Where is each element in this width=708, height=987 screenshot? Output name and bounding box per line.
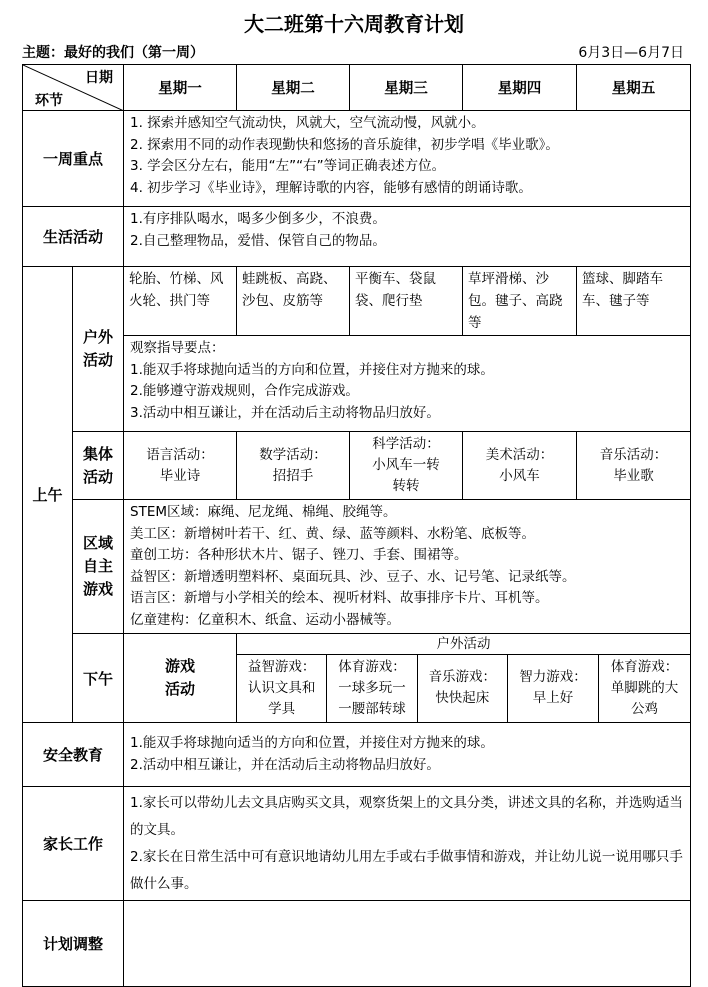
areas-label: 区域自主游戏	[73, 500, 124, 634]
adjust-label: 计划调整	[23, 901, 124, 987]
adjust-content[interactable]	[124, 901, 691, 987]
life-item: 2.自己整理物品，爱惜、保管自己的物品。	[130, 232, 386, 249]
area-item: 益智区：新增透明塑料杯、桌面玩具、沙、豆子、水、记号笔、记录纸等。	[130, 568, 576, 585]
group-activity-cell: 数学活动： 招招手	[237, 432, 350, 500]
life-label: 生活活动	[23, 207, 124, 267]
parents-item: 2.家长在日常生活中可有意识地请幼儿用左手或右手做事情和游戏，并让幼儿说一说用哪只手做什么事。	[130, 848, 683, 892]
life-item: 1.有序排队喝水，喝多少倒多少，不浪费。	[130, 211, 386, 227]
equipment-cell: 蛙跳板、高跷、沙包、皮筋等	[237, 267, 350, 336]
afternoon-game-cell: 音乐游戏： 快快起床	[418, 655, 508, 722]
equipment-cell: 篮球、脚踏车车、毽子等	[577, 267, 691, 336]
outdoor-label: 户外活动	[73, 267, 124, 432]
group-activity-cell: 美术活动： 小风车	[463, 432, 577, 500]
area-item: 美工区：新增树叶若干、红、黄、绿、蓝等颜料、水粉笔、底板等。	[130, 525, 535, 542]
equipment-cell: 草坪滑梯、沙包。毽子、高跷等	[463, 267, 577, 336]
group-activity-row	[23, 432, 691, 500]
equipment-cell: 轮胎、竹梯、风火轮、拱门等	[124, 267, 237, 336]
afternoon-games	[237, 655, 690, 722]
area-item: 语言区：新增与小学相关的绘本、视听材料、故事排序卡片、耳机等。	[130, 590, 549, 606]
afternoon-row	[23, 634, 691, 723]
plan-table	[22, 64, 691, 987]
focus-item: 2. 探索用不同的动作表现勤快和悠扬的音乐旋律，初步学唱《毕业歌》。	[130, 136, 559, 153]
parents-label: 家长工作	[23, 787, 124, 901]
game-label: 游戏活动	[124, 634, 237, 723]
afternoon-game-cell: 体育游戏： 单脚跳的大公鸡	[610, 659, 679, 717]
area-item: STEM区域：麻绳、尼龙绳、棉绳、胶绳等。	[130, 504, 397, 520]
day-thursday: 星期四	[463, 65, 577, 111]
group-activity-cell: 音乐活动： 毕业歌	[577, 432, 691, 500]
observation-item: 观察指导要点：	[130, 340, 225, 356]
afternoon-game-cell: 益智游戏： 认识文具和学具	[237, 655, 327, 722]
theme-line: 主题：最好的我们（第一周）	[22, 45, 204, 61]
focus-item: 3. 学会区分左右，能用“左”“右”等词正确表述方位。	[130, 158, 446, 174]
observation-item: 3.活动中相互谦让，并在活动后主动将物品归放好。	[130, 404, 440, 421]
safety-row	[23, 723, 691, 787]
day-monday: 星期一	[124, 65, 237, 111]
group-activity-cell: 语言活动： 毕业诗	[124, 432, 237, 500]
area-item: 亿童建构：亿童积木、纸盒、运动小器械等。	[130, 611, 400, 628]
observation-item: 1.能双手将球抛向适当的方向和位置，并接住对方抛来的球。	[130, 361, 494, 378]
date-range: 6月3日—6月7日	[578, 45, 684, 61]
date-label: 日期	[85, 70, 113, 86]
group-activity-cell: 科学活动： 小风车一转转转	[350, 432, 463, 500]
parents-row	[23, 787, 691, 901]
outdoor-equipment-row	[23, 267, 691, 336]
focus-item: 1. 探索并感知空气流动快，风就大，空气流动慢，风就小。	[130, 115, 485, 131]
section-label: 环节	[35, 93, 63, 109]
day-wednesday: 星期三	[350, 65, 463, 111]
area-games-row	[23, 500, 691, 634]
afternoon-outdoor-title: 户外活动	[237, 634, 690, 655]
morning-label: 上午	[23, 267, 73, 723]
observation-item: 2.能够遵守游戏规则，合作完成游戏。	[130, 383, 359, 399]
diagonal-header-cell	[23, 65, 124, 111]
safety-label: 安全教育	[23, 723, 124, 787]
safety-item: 2.活动中相互谦让，并在活动后主动将物品归放好。	[130, 756, 440, 773]
weekly-focus-row	[23, 111, 691, 207]
focus-item: 4. 初步学习《毕业诗》，理解诗歌的内容，能够有感情的朗诵诗歌。	[130, 179, 532, 196]
afternoon-label: 下午	[73, 634, 124, 723]
afternoon-game-cell: 智力游戏： 早上好	[508, 655, 599, 722]
equipment-cell: 平衡车、袋鼠袋、爬行垫	[350, 267, 463, 336]
safety-item: 1.能双手将球抛向适当的方向和位置，并接住对方抛来的球。	[130, 735, 494, 751]
group-label: 集体活动	[73, 432, 124, 500]
afternoon-game-cell: 体育游戏： 一球多玩一一腰部转球	[327, 655, 417, 722]
weekly-focus-label: 一周重点	[23, 111, 124, 207]
observation-row	[23, 336, 691, 432]
page-title: 大二班第十六周教育计划	[244, 12, 464, 36]
adjust-row	[23, 901, 691, 987]
day-friday: 星期五	[577, 65, 691, 111]
parents-item: 1.家长可以带幼儿去文具店购买文具，观察货架上的文具分类，讲述文具的名称，并选购适当的文具。	[130, 794, 683, 838]
header-row	[23, 65, 691, 111]
area-item: 童创工坊：各种形状木片、锯子、锉刀、手套、围裙等。	[130, 547, 468, 563]
life-row	[23, 207, 691, 267]
day-tuesday: 星期二	[237, 65, 350, 111]
